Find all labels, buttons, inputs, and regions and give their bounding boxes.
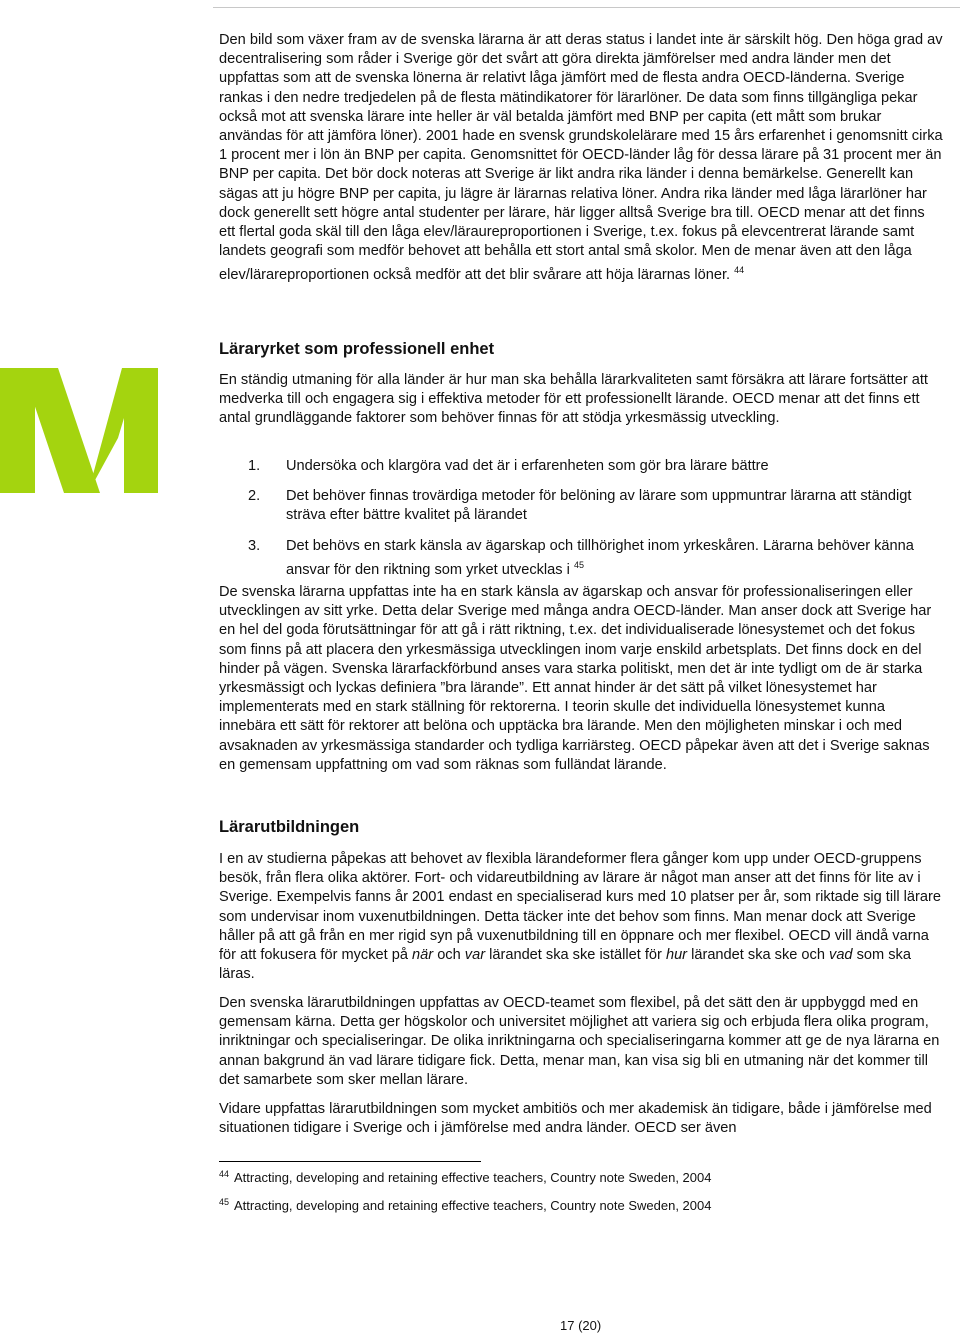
paragraph-text: Den svenska lärarutbildningen uppfattas av OECD-teamet som flexibel, på det sätt den är uppbyggd med en gemensam kärna. Detta ger högskolor och universitet möjlighet att variera sig och erbjuda flera olika program, inriktningar och specialiseringar. De olika inriktningarna och specialiseringarna kommer att ge de nya lärarna en annan bakgrund än vad lärare tidigare fick. Detta, menar man, kan visa sig bli en utmaning när det kommer till det samarbete som sker mellan lärare. (219, 995, 940, 1088)
footnote-text: Attracting, developing and retaining effective teachers, Country note Sweden, 2004 (234, 1170, 712, 1185)
emphasis-text: hur (665, 947, 688, 964)
header-rule (213, 7, 960, 8)
footnote-44 (219, 1169, 711, 1185)
paragraph-ambitious-education (219, 1100, 944, 1138)
list-item (219, 457, 944, 476)
list-item (219, 487, 944, 525)
list-item-number: 3. (248, 537, 261, 554)
numbered-list (219, 457, 944, 591)
paragraph-flexible-learning (219, 850, 944, 984)
paragraph-profession-intro (219, 371, 944, 429)
paragraph-text: Vidare uppfattas lärarutbildningen som mycket ambitiös och mer akademisk än tidigare, både i jämförelse med situationen tidigare i Sverige och i jämförelse med andra länder. OECD ser även (219, 1101, 932, 1137)
footnote-separator (219, 1161, 481, 1162)
footnote-number: 44 (219, 1169, 230, 1179)
footnote-text: Attracting, developing and retaining effective teachers, Country note Sweden, 2004 (234, 1198, 712, 1213)
list-item-text: Det behöver finnas trovärdiga metoder för belöning av lärare som uppmuntrar lärarna att ständigt sträva efter bättre kvalitet på lärandet (286, 488, 912, 524)
list-item-number: 1. (248, 458, 261, 474)
list-item-number: 2. (248, 488, 261, 505)
footnote-ref-45[interactable]: 45 (573, 559, 584, 570)
page-number: 17 (20) (560, 1318, 602, 1333)
footnote-number: 45 (219, 1197, 230, 1207)
paragraph-teacher-status (219, 31, 944, 286)
paragraph-text: Den bild som växer fram av de svenska lärarna är att deras status i landet inte är särskilt hög. Den höga grad av decentralisering som råder i Sverige gör det svårt att göra direkta jämförelser med andra länder men det uppfattas som att de svenska lönerna är relativt låga jämfört med de flesta andra OECD-länderna. Sverige rankas i den nedre tredjedelen på de flesta mätindikatorer för lärarlöner. De data som finns tillgängliga pekar också mot att svenska lärare inte heller är väl betalda jämfört med BNP per capita (ett mått som brukar användas för att jämföra löner). 2001 hade en svensk grundskolelärare med 15 års erfarenhet i genomsnitt cirka 1 procent mer i lön än BNP per capita. Genomsnittet för OECD-länder låg för dessa lärare på 31 procent mer än BNP per capita. Det bör dock noteras att Sverige är likt andra rika länder i denna bemärkelse. Generellt kan sägas att ju högre BNP per capita, ju lägre är lärarnas relativa löner. Andra rika länder med låga lärarlöner har dock generellt sett högre antal studenter per lärare, här ligger alltså Sverige bra till. OECD menar att det finns ett flertal goda skäl till den låga elev/läraureproportionen i Sverige, t.ex. fokus på elevcentrerat lärande samt landets geografi som medför behovet att behålla ett stort antal små skolor. Men de menar även att den låga elev/lärareproportionen också medför att det blir svårare att höja lärarnas löner. (219, 32, 943, 284)
footnote-ref-44[interactable]: 44 (734, 265, 745, 276)
list-item-text: Det behövs en stark känsla av ägarskap och tillhörighet inom yrkeskåren. Lärarna behöver känna ansvar för den riktning som yrket utvecklas i (286, 537, 914, 578)
section-heading-profession: Läraryrket som professionell enhet (219, 340, 495, 358)
section-heading-teacher-education: Lärarutbildningen (219, 818, 360, 836)
paragraph-text: som ska läras. (219, 947, 911, 983)
paragraph-ownership (219, 583, 944, 775)
emphasis-text: när (412, 947, 434, 964)
list-item (219, 537, 944, 580)
paragraph-text: En ständig utmaning för alla länder är hur man ska behålla lärarkvaliteten samt försäkra att lärare fortsätter att medverka till och engagera sig i effektiva metoder för ett professionellt lärande. OECD menar att det finns ett antal grundläggande faktorer som behöver finnas för att stödja yrkesmässig utveckling. (219, 372, 928, 427)
list-item-text: Undersöka och klargöra vad det är i erfarenheten som gör bra lärare bättre (286, 458, 769, 474)
emphasis-text: vad (829, 947, 853, 964)
paragraph-text: lärandet ska ske istället för (485, 947, 666, 964)
paragraph-text: I en av studierna påpekas att behovet av flexibla lärandeformer flera gånger kom upp under OECD-gruppens besök, från flera olika aktörer. Fort- och vidareutbildning av lärare är något man anser att det finns för lite av i Sverige. Exempelvis fanns år 2001 endast en specialiserad kurs med 10 platser per år, som riktade sig till lärare som undervisar inom vuxenutbildningen. Detta täcker inte det behov som finns. Man menar dock att Sverige håller på att gå från en mer rigid syn på vuxenutbildning till en öppnare och mer flexibel. OECD vill ändå varna för att fokusera för mycket på (219, 851, 941, 964)
m-logo-right-stroke (88, 368, 158, 493)
paragraph-text: De svenska lärarna uppfattas inte ha en stark känsla av ägarskap och ansvar för professionaliseringen eller utvecklingen av sitt yrke. Detta delar Sverige med många andra OECD-länder. Man anser dock att Sverige har en hel del goda förutsättningar för att gå i rätt riktning, t.ex. det individualiserade lönesystemet och det fokus som finns på att placera den yrkesmässiga utvecklingen inom varje enskild arbetsplats. Det finns dock en del hinder på vägen. Svenska lärarfackförbund anses vara starka politiskt, men det är inte tydligt om de är starka yrkesmässigt och lyckas definiera ”bra lärande”. Ett annat hinder är det sätt på vilket lönesystemet har implementerats med en stark ställning för rektorerna. I teorin skulle det individuella lönesystemet kunna innebära ett sätt för rektorer att belöna och upptäcka bra lärande. Men den möjligheten minskar i och med avsaknaden av yrkesmässiga standarder och tydliga karriärsteg. OECD påpekar även att det i Sverige saknas en gemensam uppfattning om vad som räknas som fulländat lärande. (219, 584, 932, 773)
paragraph-text: lärandet ska ske och (687, 947, 830, 964)
paragraph-text: och (433, 947, 465, 964)
paragraph-flexible-education (219, 994, 944, 1090)
emphasis-text: var (464, 947, 486, 964)
m-logo-icon (0, 358, 160, 498)
footnote-45 (219, 1197, 711, 1213)
